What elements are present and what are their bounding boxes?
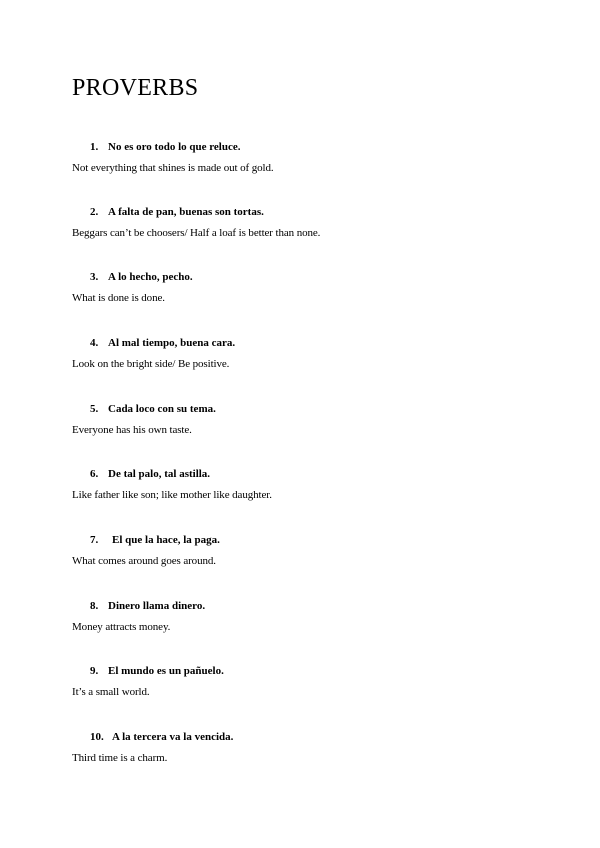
proverb-heading bbox=[72, 730, 552, 744]
proverb-heading bbox=[72, 205, 552, 219]
proverb-heading bbox=[72, 140, 552, 154]
proverb-number: 9. bbox=[90, 665, 99, 677]
proverb-item bbox=[72, 664, 552, 699]
proverb-heading bbox=[72, 402, 552, 416]
proverb-number: 6. bbox=[90, 468, 99, 480]
proverb-spanish: A falta de pan, buenas son tortas. bbox=[108, 206, 264, 218]
proverb-number: 1. bbox=[90, 141, 99, 153]
proverb-english: Like father like son; like mother like daughter. bbox=[72, 489, 272, 501]
proverb-item bbox=[72, 599, 552, 634]
proverb-item bbox=[72, 205, 552, 240]
proverb-spanish: No es oro todo lo que reluce. bbox=[108, 141, 241, 153]
proverb-number: 8. bbox=[90, 600, 99, 612]
proverb-spanish: A la tercera va la vencida. bbox=[112, 731, 234, 743]
proverb-english: Third time is a charm. bbox=[72, 752, 168, 764]
proverb-spanish: Al mal tiempo, buena cara. bbox=[108, 337, 236, 349]
proverb-item bbox=[72, 336, 552, 371]
proverb-english: Money attracts money. bbox=[72, 621, 171, 633]
proverb-item bbox=[72, 402, 552, 437]
proverb-item bbox=[72, 270, 552, 305]
proverb-english: Look on the bright side/ Be positive. bbox=[72, 358, 230, 370]
page-title: PROVERBS bbox=[72, 75, 199, 101]
proverb-heading bbox=[72, 599, 552, 613]
proverb-spanish: Dinero llama dinero. bbox=[108, 600, 206, 612]
proverb-number: 10. bbox=[90, 731, 104, 743]
proverb-spanish: A lo hecho, pecho. bbox=[108, 271, 193, 283]
proverb-english: What comes around goes around. bbox=[72, 555, 216, 567]
proverb-number: 7. bbox=[90, 534, 99, 546]
proverb-item bbox=[72, 140, 552, 175]
proverb-heading bbox=[72, 336, 552, 350]
proverb-spanish: El que la hace, la paga. bbox=[112, 534, 220, 546]
proverb-english: Beggars can’t be choosers/ Half a loaf is better than none. bbox=[72, 227, 321, 239]
proverb-heading bbox=[72, 533, 552, 547]
proverb-english: Everyone has his own taste. bbox=[72, 424, 192, 436]
proverb-english: What is done is done. bbox=[72, 292, 165, 304]
proverb-spanish: De tal palo, tal astilla. bbox=[108, 468, 211, 480]
proverb-english: It’s a small world. bbox=[72, 686, 150, 698]
proverb-number: 2. bbox=[90, 206, 99, 218]
proverb-heading bbox=[72, 467, 552, 481]
proverb-number: 4. bbox=[90, 337, 99, 349]
proverb-item bbox=[72, 730, 552, 765]
proverb-item bbox=[72, 467, 552, 502]
proverb-spanish: El mundo es un pañuelo. bbox=[108, 665, 224, 677]
proverb-english: Not everything that shines is made out of gold. bbox=[72, 162, 274, 174]
proverb-heading bbox=[72, 664, 552, 678]
proverb-heading bbox=[72, 270, 552, 284]
proverb-spanish: Cada loco con su tema. bbox=[108, 403, 216, 415]
proverb-number: 5. bbox=[90, 403, 99, 415]
proverb-number: 3. bbox=[90, 271, 99, 283]
proverb-item bbox=[72, 533, 552, 568]
